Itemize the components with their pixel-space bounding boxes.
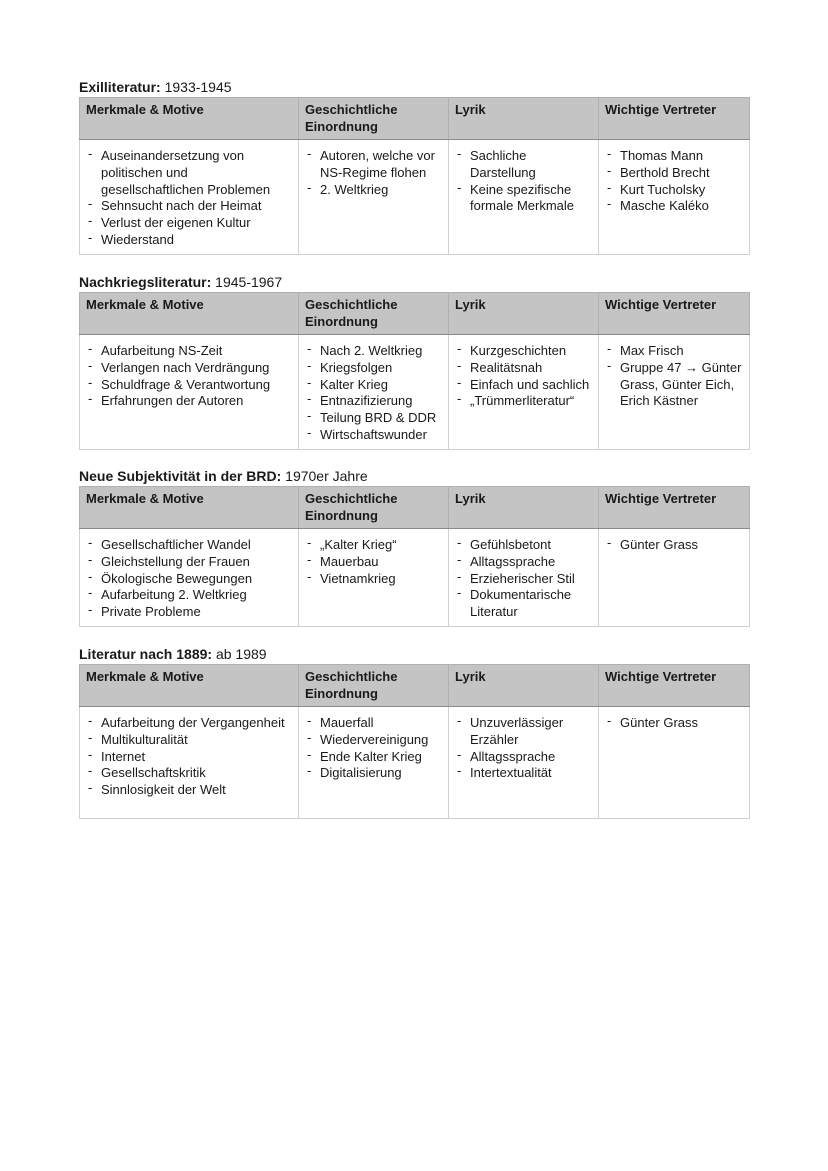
header-lyrik: Lyrik bbox=[449, 487, 599, 529]
header-lyrik: Lyrik bbox=[449, 98, 599, 140]
list-item: - Sehnsucht nach der Heimat bbox=[86, 198, 292, 215]
list-item: - Gruppe 47 → Günter Grass, Günter Eich, Erich Kästner bbox=[605, 360, 743, 410]
list-item: - Mauerfall bbox=[305, 715, 442, 732]
section-title bbox=[79, 274, 749, 290]
list-item: - Erfahrungen der Autoren bbox=[86, 393, 292, 410]
table-row bbox=[80, 707, 750, 819]
section-title bbox=[79, 79, 749, 95]
list-item: - Wiedervereinigung bbox=[305, 732, 442, 749]
cell-einordnung bbox=[299, 140, 449, 255]
list-item: - Kalter Krieg bbox=[305, 377, 442, 394]
table-header-row bbox=[80, 98, 750, 140]
header-geschichtliche-einordnung: Geschichtliche Einordnung bbox=[299, 487, 449, 529]
section-title-period: 1970er Jahre bbox=[281, 468, 368, 484]
section-table bbox=[79, 97, 750, 255]
header-lyrik: Lyrik bbox=[449, 293, 599, 335]
header-vertreter: Wichtige Vertreter bbox=[599, 293, 750, 335]
header-vertreter: Wichtige Vertreter bbox=[599, 487, 750, 529]
table-header-row bbox=[80, 665, 750, 707]
list-item: - Sachliche Darstellung bbox=[455, 148, 592, 182]
list-item: - Gesellschaftlicher Wandel bbox=[86, 537, 292, 554]
header-geschichtliche-einordnung: Geschichtliche Einordnung bbox=[299, 665, 449, 707]
list-item: - „Kalter Krieg“ bbox=[305, 537, 442, 554]
list-item: - Vietnamkrieg bbox=[305, 571, 442, 588]
list-item: - Keine spezifische formale Merkmale bbox=[455, 182, 592, 216]
cell-vertreter bbox=[599, 140, 750, 255]
list-item: - Private Probleme bbox=[86, 604, 292, 621]
cell-lyrik bbox=[449, 529, 599, 627]
list-item: - Aufarbeitung der Vergangenheit bbox=[86, 715, 292, 732]
list-item: - Ende Kalter Krieg bbox=[305, 749, 442, 766]
list-item: - Verlust der eigenen Kultur bbox=[86, 215, 292, 232]
list-item: - Masche Kaléko bbox=[605, 198, 743, 215]
list-item: - Unzuverlässiger Erzähler bbox=[455, 715, 592, 749]
header-merkmale: Merkmale & Motive bbox=[80, 487, 299, 529]
list-item: - Gleichstellung der Frauen bbox=[86, 554, 292, 571]
section-table bbox=[79, 664, 750, 819]
list-item: - Digitalisierung bbox=[305, 765, 442, 782]
list-item: - Berthold Brecht bbox=[605, 165, 743, 182]
header-vertreter: Wichtige Vertreter bbox=[599, 98, 750, 140]
list-item: - Teilung BRD & DDR bbox=[305, 410, 442, 427]
list-item: - Alltagssprache bbox=[455, 749, 592, 766]
list-item: - Multikulturalität bbox=[86, 732, 292, 749]
list-item: - Nach 2. Weltkrieg bbox=[305, 343, 442, 360]
section-title-period: 1933-1945 bbox=[160, 79, 232, 95]
table-row bbox=[80, 335, 750, 450]
section-exilliteratur bbox=[79, 79, 749, 255]
section-title-bold: Literatur nach 1889: bbox=[79, 646, 213, 662]
table-row bbox=[80, 140, 750, 255]
cell-einordnung bbox=[299, 529, 449, 627]
list-item: - Schuldfrage & Verantwortung bbox=[86, 377, 292, 394]
list-item: - Internet bbox=[86, 749, 292, 766]
list-item: - Dokumentarische Literatur bbox=[455, 587, 592, 621]
list-item: - Thomas Mann bbox=[605, 148, 743, 165]
list-item: - Aufarbeitung 2. Weltkrieg bbox=[86, 587, 292, 604]
list-item: - Intertextualität bbox=[455, 765, 592, 782]
cell-einordnung bbox=[299, 335, 449, 450]
header-geschichtliche-einordnung: Geschichtliche Einordnung bbox=[299, 293, 449, 335]
section-neue-subjektivitaet bbox=[79, 468, 749, 627]
header-merkmale: Merkmale & Motive bbox=[80, 293, 299, 335]
list-item: - Entnazifizierung bbox=[305, 393, 442, 410]
header-lyrik: Lyrik bbox=[449, 665, 599, 707]
header-merkmale: Merkmale & Motive bbox=[80, 98, 299, 140]
cell-vertreter bbox=[599, 529, 750, 627]
section-title bbox=[79, 468, 749, 484]
cell-einordnung bbox=[299, 707, 449, 819]
section-title-period: 1945-1967 bbox=[211, 274, 283, 290]
cell-lyrik bbox=[449, 140, 599, 255]
list-item: - „Trümmerliteratur“ bbox=[455, 393, 592, 410]
cell-merkmale bbox=[80, 140, 299, 255]
list-item: - Erzieherischer Stil bbox=[455, 571, 592, 588]
section-table bbox=[79, 292, 750, 450]
section-title-period: ab 1989 bbox=[212, 646, 267, 662]
section-title-bold: Nachkriegsliteratur: bbox=[79, 274, 212, 290]
list-item: - Autoren, welche vor NS-Regime flohen bbox=[305, 148, 442, 182]
list-item: - Aufarbeitung NS-Zeit bbox=[86, 343, 292, 360]
list-item: - Alltagssprache bbox=[455, 554, 592, 571]
section-table bbox=[79, 486, 750, 627]
cell-merkmale bbox=[80, 335, 299, 450]
list-item: - Ökologische Bewegungen bbox=[86, 571, 292, 588]
list-item: - Gesellschaftskritik bbox=[86, 765, 292, 782]
list-item: - Verlangen nach Verdrängung bbox=[86, 360, 292, 377]
cell-vertreter bbox=[599, 335, 750, 450]
list-item: - Wiederstand bbox=[86, 232, 292, 249]
table-row bbox=[80, 529, 750, 627]
cell-lyrik bbox=[449, 707, 599, 819]
list-item: - Auseinandersetzung von politischen und gesellschaftlichen Problemen bbox=[86, 148, 292, 198]
list-item: - Realitätsnah bbox=[455, 360, 592, 377]
list-item: - Mauerbau bbox=[305, 554, 442, 571]
header-merkmale: Merkmale & Motive bbox=[80, 665, 299, 707]
table-header-row bbox=[80, 293, 750, 335]
cell-merkmale bbox=[80, 707, 299, 819]
list-item: - Kurt Tucholsky bbox=[605, 182, 743, 199]
header-vertreter: Wichtige Vertreter bbox=[599, 665, 750, 707]
list-item: - Max Frisch bbox=[605, 343, 743, 360]
list-item: - Sinnlosigkeit der Welt bbox=[86, 782, 292, 799]
list-item: - Kurzgeschichten bbox=[455, 343, 592, 360]
list-item: - Günter Grass bbox=[605, 537, 743, 554]
list-item: - Einfach und sachlich bbox=[455, 377, 592, 394]
list-item: - Kriegsfolgen bbox=[305, 360, 442, 377]
section-title-bold: Exilliteratur: bbox=[79, 79, 161, 95]
cell-merkmale bbox=[80, 529, 299, 627]
header-geschichtliche-einordnung: Geschichtliche Einordnung bbox=[299, 98, 449, 140]
section-title-bold: Neue Subjektivität in der BRD: bbox=[79, 468, 282, 484]
section-title bbox=[79, 646, 749, 662]
section-literatur-nach-1989 bbox=[79, 646, 749, 819]
list-item: - Wirtschaftswunder bbox=[305, 427, 442, 444]
list-item: - 2. Weltkrieg bbox=[305, 182, 442, 199]
cell-vertreter bbox=[599, 707, 750, 819]
table-header-row bbox=[80, 487, 750, 529]
list-item: - Günter Grass bbox=[605, 715, 743, 732]
cell-lyrik bbox=[449, 335, 599, 450]
section-nachkriegsliteratur bbox=[79, 274, 749, 450]
list-item: - Gefühlsbetont bbox=[455, 537, 592, 554]
